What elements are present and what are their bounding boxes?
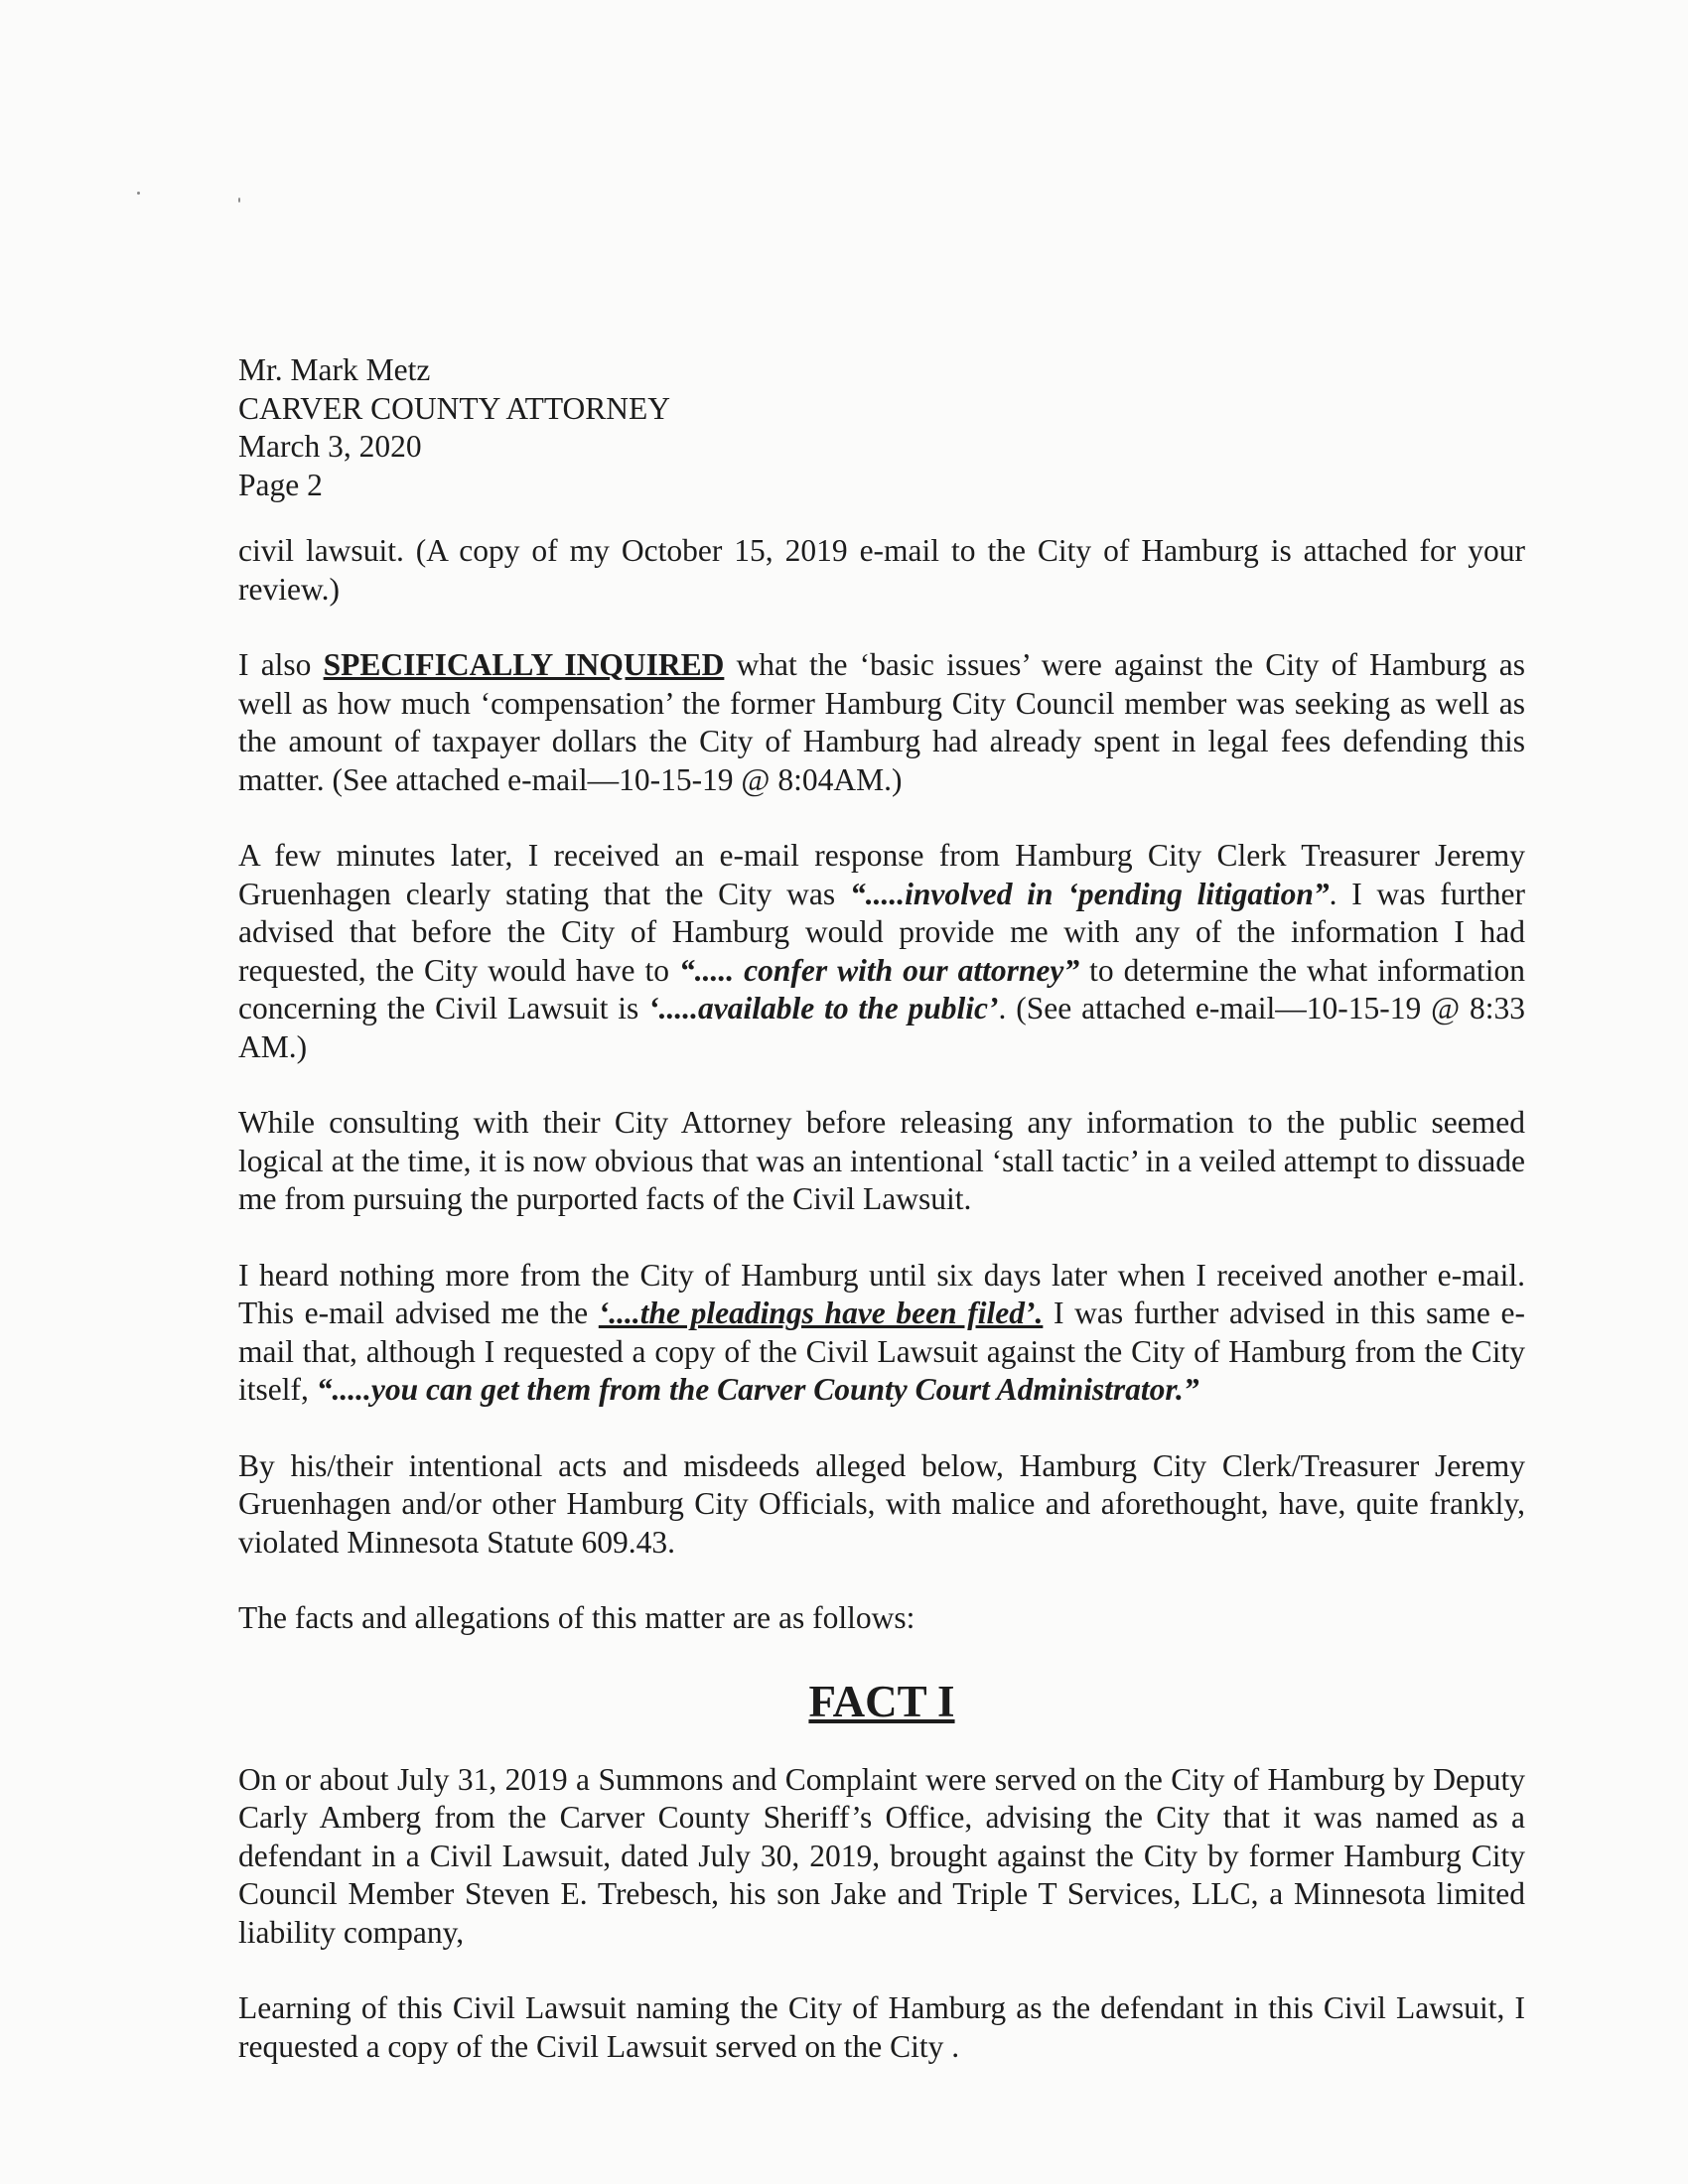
text-run: I also [238,647,324,682]
scan-speck [137,192,140,195]
text-run: A few minutes later, I received an e-mail response from Hamburg City Clerk Treasurer Jeremy Gruenhagen clearly stating that the City was [238,838,1525,911]
letter-date: March 3, 2020 [238,429,422,464]
scan-speck [238,198,240,203]
text-run: I was further advised in this same e-mail that, although I requested a copy of the Civil Lawsuit against the City of Hamburg from the City itself, [238,1296,1525,1407]
paragraph-4: While consulting with their City Attorney before releasing any information to the public seemed logical at the time, it is now obvious that was an intentional ‘stall tactic’ in a veiled attempt to dissuade me from pursuing the purported facts of the Civil Lawsuit. [238,1105,1525,1216]
paragraph-2 [238,646,1525,799]
recipient-name: Mr. Mark Metz [238,352,431,387]
quote-text: ‘.....available to the public’ [648,991,999,1025]
fact-heading: FACT I [808,1676,955,1726]
paragraph-6: By his/their intentional acts and misdeeds alleged below, Hamburg City Clerk/Treasurer Jeremy Gruenhagen and/or other Hamburg City Officials, with malice and aforethought, have, quite frankly, violated Minnesota Statute 609.43. [238,1447,1525,1560]
page-number: Page 2 [238,467,323,502]
text-run: I heard nothing more from the City of Hamburg until six days later when I received another e-mail. This e-mail advised me the [238,1257,1525,1330]
paragraph-7: The facts and allegations of this matter are as follows: [238,1600,915,1635]
text-run: what the ‘basic issues’ were against the City of Hamburg as well as how much ‘compensation’ the former Hamburg City Council member was seeking as well as the amount of taxpayer dollars the City of Hamburg had already spent in legal fees defending this matter. (See attached e-mail—10-15-19 @ 8:04AM.) [238,647,1525,797]
letter-page [238,351,1525,2104]
quote-text: “..... confer with our attorney” [679,952,1080,988]
letter-header [238,351,1525,504]
paragraph-5 [238,1257,1525,1410]
quote-text: ‘....the pleadings have been filed’. [598,1296,1044,1330]
text-run: . I was further advised that before the City of Hamburg would provide me with any of the information I had requested, the City would have to [238,876,1525,988]
text-run: . (See attached e-mail—10-15-19 @ 8:33 AM.) [238,991,1525,1064]
recipient-office: CARVER COUNTY ATTORNEY [238,390,671,426]
text-run: to determine the what information concerning the Civil Lawsuit is [238,952,1525,1025]
quote-text: “.....you can get them from the Carver County Court Administrator.” [316,1372,1199,1407]
paragraph-3 [238,837,1525,1066]
paragraph-8: On or about July 31, 2019 a Summons and Complaint were served on the City of Hamburg by Deputy Carly Amberg from the Carver County Sheriff’s Office, advising the City that it was named as a defendant in a Civil Lawsuit, dated July 30, 2019, brought against the City by former Hamburg City Council Member Steven E. Trebesch, his son Jake and Triple T Services, LLC, a Minnesota limited liability company, [238,1761,1525,1950]
emphasis-text: SPECIFICALLY INQUIRED [323,647,725,682]
paragraph-1: civil lawsuit. (A copy of my October 15, 2019 e-mail to the City of Hamburg is attached for your review.) [238,533,1525,607]
quote-text: “.....involved in ‘pending litigation” [849,876,1330,911]
paragraph-9: Learning of this Civil Lawsuit naming the City of Hamburg as the defendant in this Civil Lawsuit, I requested a copy of the Civil Lawsuit served on the City . [238,1990,1525,2064]
